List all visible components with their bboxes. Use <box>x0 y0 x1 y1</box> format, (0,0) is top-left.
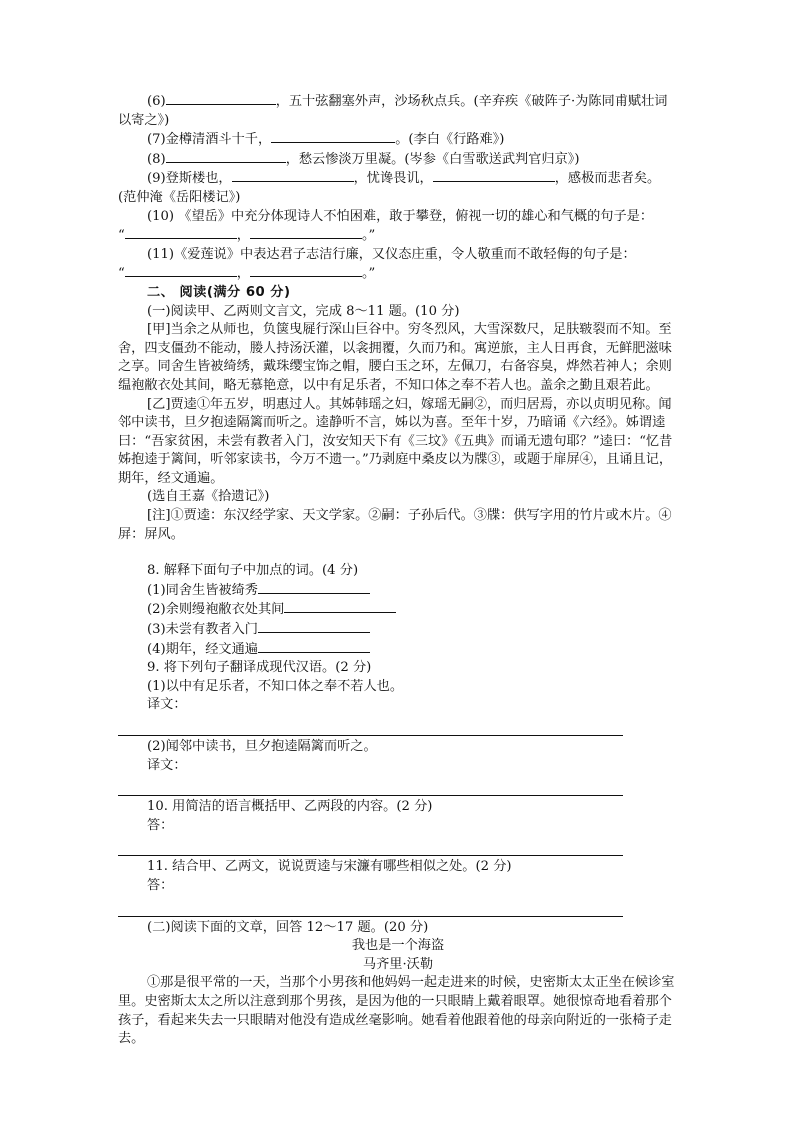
answer-blank[interactable] <box>271 130 395 143</box>
poem-q6 <box>118 92 678 130</box>
answer-blank[interactable] <box>284 600 396 613</box>
answer-blank[interactable] <box>232 169 354 182</box>
question-8: 8. 解释下面句子中加点的词。(4 分) <box>147 563 359 579</box>
article-paragraph-1: ①那是很平常的一天，当那个小男孩和他妈妈一起走进来的时候，史密斯太太正坐在候诊室里。史密斯太太之所以注意到那个男孩，是因为他的一只眼睛上戴着眼罩。她很惊奇地看着那个孩子，看起来失去一只眼睛对他没有造成丝毫影响。她看着他跟着他的母亲向附近的一张椅子走去。 <box>118 975 675 1047</box>
poem-q11-answer <box>118 264 678 284</box>
item-text: (3)未尝有教者入门 <box>147 622 258 638</box>
q9-head: (9)登斯楼也， <box>147 171 232 187</box>
comma: ， <box>236 266 250 282</box>
q8-text: ，愁云惨淡万里凝。(岑参《白雪歌送武判官归京》) <box>285 151 580 167</box>
poem-q10: (10) 《望岳》中充分体现诗人不怕困难，敢于攀登，俯视一切的雄心和气概的句子是： <box>147 208 654 224</box>
answer-blank[interactable] <box>166 92 276 105</box>
item-text: (2)余则缦袍敝衣处其间 <box>147 602 285 618</box>
part1-intro: (一)阅读甲、乙两则文言文，完成 8～11 题。(10 分) <box>147 303 460 319</box>
question-9-1: (1)以中有足乐者，不知口体之奉不若人也。 <box>147 678 404 694</box>
answer-line[interactable] <box>118 896 623 917</box>
poem-q10-answer <box>118 226 678 246</box>
comma: ， <box>236 228 250 244</box>
question-8-1 <box>118 581 678 601</box>
answer-blank[interactable] <box>166 150 286 163</box>
passage-notes: [注]①贾逵：东汉经学家、天文学家。②嗣：子孙后代。③牒：供写字用的竹片或木片。④屏：屏风。 <box>118 508 672 542</box>
q9-mid: ，忧谗畏讥， <box>353 171 433 187</box>
answer-blank[interactable] <box>125 226 237 239</box>
question-8-2 <box>118 600 678 620</box>
poem-q9 <box>118 169 678 207</box>
question-9: 9. 将下列句子翻译成现代汉语。(2 分) <box>147 660 372 676</box>
answer-blank[interactable] <box>125 264 237 277</box>
answer-blank[interactable] <box>258 640 370 653</box>
answer-line[interactable] <box>118 715 623 736</box>
question-8-3 <box>118 620 678 640</box>
passage-jia: [甲]当余之从师也，负箧曳屣行深山巨谷中。穷冬烈风，大雪深数尺，足肤皲裂而不知。至舍，四支僵劲不能动，媵人持汤沃灌，以衾拥覆，久而乃和。寓逆旅，主人日再食，无鲜肥滋味之享。同舍生皆被绮绣，戴珠缨宝饰之帽，腰白玉之环，左佩刀，右备容臭，烨然若神人；余则缊袍敝衣处其间，略无慕艳意，以中有足乐者，不知口体之奉不若人也。盖余之勤且艰若此。 <box>118 322 672 393</box>
translate-label: 译文： <box>147 757 187 773</box>
passage-yi: [乙]贾逵①年五岁，明惠过人。其姊韩瑶之妇，嫁瑶无嗣②，而归居焉，亦以贞明见称。闻邻中读书，旦夕抱逵隔篱而听之。逵静听不言，姊以为喜。至年十岁，乃暗诵《六经》。姊谓逵曰：“吾家贫困，未尝有教者入门，汝安知天下有《三坟》《五典》而诵无遗句耶？”逵曰：“忆昔姊抱逵于篱间，听邻家读书，今万不遗一。”乃剥庭中桑皮以为牒③，或题于扉屏④，且诵且记，期年，经文通遍。 <box>118 396 673 486</box>
answer-blank[interactable] <box>433 169 555 182</box>
q9-tail: ，感极而悲者矣。(范仲淹《岳阳楼记》) <box>118 171 661 205</box>
question-8-4 <box>118 640 678 660</box>
quote-mark: 。” <box>361 266 376 282</box>
answer-label: 答： <box>147 817 174 833</box>
q8-number: (8) <box>147 151 166 167</box>
translate-label: 译文： <box>147 697 187 713</box>
q7-source: 。(李白《行路难》) <box>395 132 505 148</box>
answer-blank[interactable] <box>250 226 362 239</box>
quote-mark: “ <box>118 228 125 244</box>
answer-blank[interactable] <box>258 581 370 594</box>
passage-source: (选自王嘉《拾遗记》) <box>147 489 270 505</box>
q6-number: (6) <box>147 94 166 109</box>
answer-line[interactable] <box>118 775 623 796</box>
poem-q7 <box>118 130 678 150</box>
spacer <box>118 544 678 562</box>
q7-text: (7)金樽清酒斗十千， <box>147 132 272 148</box>
question-11: 11. 结合甲、乙两文，说说贾逵与宋濂有哪些相似之处。(2 分) <box>147 859 512 875</box>
answer-blank[interactable] <box>250 264 362 277</box>
answer-line[interactable] <box>118 835 623 856</box>
poem-q8 <box>118 150 678 170</box>
item-text: (4)期年，经文通遍 <box>147 641 258 657</box>
answer-label: 答： <box>147 877 174 893</box>
answer-blank[interactable] <box>258 620 370 633</box>
question-9-2: (2)闻邻中读书，旦夕抱逵隔篱而听之。 <box>147 739 377 754</box>
q6-text: ，五十弦翻塞外声，沙场秋点兵。(辛弃疾《破阵子·为陈同甫赋壮词以寄之》) <box>118 94 668 128</box>
article-title: 我也是一个海盗 <box>351 938 445 954</box>
item-text: (1)同舍生皆被绮秀 <box>147 582 258 598</box>
part2-intro: (二)阅读下面的文章，回答 12～17 题。(20 分) <box>147 919 429 935</box>
poem-q11: (11)《爱莲说》中表达君子志洁行廉，又仪态庄重，令人敬重而不敢轻侮的句子是： <box>147 246 636 262</box>
quote-mark: 。” <box>361 228 376 244</box>
exam-page <box>118 92 678 1049</box>
question-10: 10. 用简洁的语言概括甲、乙两段的内容。(2 分) <box>147 799 433 815</box>
article-author: 马齐里·沃勒 <box>362 956 434 972</box>
section-title: 二、 阅读(满分 60 分) <box>147 284 291 300</box>
quote-mark: “ <box>118 266 125 282</box>
